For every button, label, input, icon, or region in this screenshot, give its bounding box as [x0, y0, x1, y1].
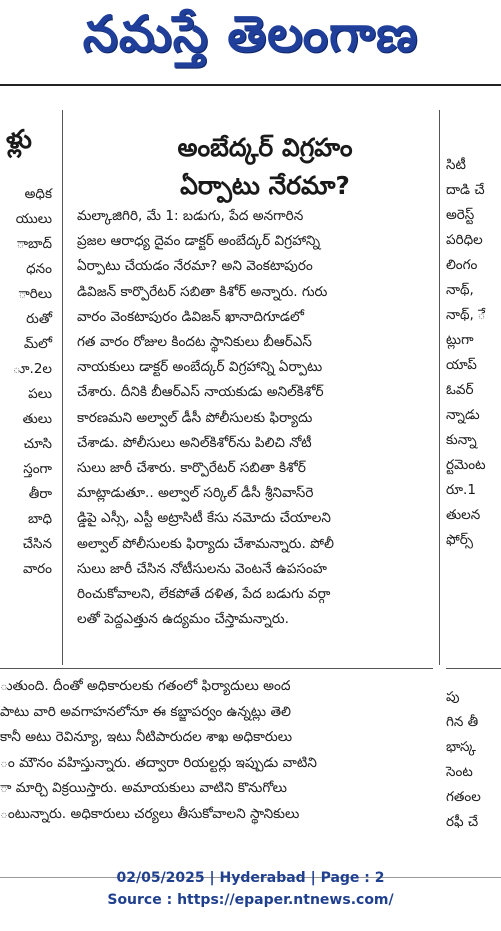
right-column-line: దాడి చే [446, 182, 485, 198]
article-line: చేశారు. దీనికి బీఆర్ఎస్ నాయకుడు అనిల్‌కిశోర్ [77, 384, 324, 401]
right-column-lower-text [446, 685, 501, 835]
right-column-line: లింగం [446, 257, 478, 273]
article-line: సులు జారీ చేసిన నోటీసులను వెంటనే ఉపసంహ [77, 560, 327, 577]
article-line: లతో పెద్దఎత్తున ఉద్యమం చేస్తామన్నారు. [77, 611, 289, 628]
right-column-line: రూ.1 [446, 482, 476, 498]
column-divider-left [62, 110, 63, 665]
left-column-line: చేసిన [22, 536, 52, 552]
left-column-line: రుతో [26, 311, 52, 327]
section-divider-right [446, 668, 501, 669]
left-column-line: యులు [15, 211, 52, 227]
article-line: అల్వాల్ పోలీసులకు ఫిర్యాదు చేశామన్నారు. పోలీ [77, 535, 334, 552]
masthead [0, 0, 501, 80]
right-column-lower-line: పు [446, 689, 460, 705]
left-column-text [0, 182, 52, 582]
section-divider [0, 668, 433, 669]
right-column-line: ర్టమెంట [446, 457, 486, 473]
left-column-line: ాబాద్ [16, 236, 52, 252]
article-line: మల్కాజిగిరి, మే 1: బడుగు, పేద అనగారిన [77, 208, 304, 224]
bottom-text-line: పాటు వారి అవగాహనలోనూ ఈ కబ్జాపర్వం ఉన్నట్లు తెలి [0, 703, 291, 720]
right-column-line: ట్లుగా [446, 332, 474, 348]
left-column-line: స్తంగా [23, 461, 52, 477]
right-column-line: అరెస్ట్ [446, 207, 475, 223]
right-column-lower-line: సెంట [446, 764, 473, 780]
article-line: డివిజన్ కార్పొరేటర్ సబితా కిశోర్ అన్నారు. గురు [77, 283, 328, 300]
right-column-lower-line: భాస్క [446, 739, 476, 755]
article-body [77, 204, 433, 632]
left-column-line: మ్‌లో [23, 336, 52, 352]
article-line: ఏర్పాటు చేయడం నేరమా? అని వెంకటాపురం [77, 258, 313, 275]
right-column-lower-line: గతంల [446, 789, 481, 805]
headline-line-1: అంబేద్కర్ విగ్రహం [177, 133, 353, 162]
bottom-text-line: ంటున్నారు. అధికారులు చర్యలు తీసుకోవాలని స్థానికులు [0, 805, 300, 822]
left-column [0, 120, 52, 680]
bottom-article-text [0, 674, 433, 874]
left-column-line: ధనం [26, 261, 52, 277]
bottom-text-line: ా మార్చి విక్రయిస్తారు. అమాయకులు వాటిని కొనుగోలు [0, 780, 288, 796]
bottom-text-line: కానీ అటు రెవిన్యూ, ఇటు నీటిపారుదల శాఖ అధికారులు [0, 729, 293, 745]
right-column-line: నాథ్, ే [446, 307, 486, 323]
article-line: డ్డిపై ఎస్సీ, ఎస్టీ అట్రాసిటీ కేసు నమోదు చేయాలని [77, 510, 331, 527]
bottom-text-line: ుతుంది. దీంతో అధికారులకు గతంలో ఫిర్యాదులు అంద [0, 678, 291, 694]
right-column-lower [446, 685, 501, 855]
bottom-text-line: ం మౌనం వహిస్తున్నారు. తద్వారా రియల్టర్లు ఇప్పుడు వాటిని [0, 754, 317, 771]
article-line: ప్రజల ఆరాధ్య దైవం డాక్టర్ అంబేద్కర్ విగ్రహాన్ని [77, 233, 321, 250]
column-divider-right [439, 110, 440, 665]
article-line: గత వారం రోజుల కిందట స్థానికులు బీఆర్ఎస్ [77, 334, 312, 351]
article-line: కారణమని అల్వాల్ డీసీ పోలీసులకు ఫిర్యాదు [77, 409, 313, 426]
right-column-line: కున్నా [446, 432, 477, 448]
right-column-line: తులన [446, 507, 481, 523]
right-column-line: పరిధిల [446, 232, 483, 248]
article-line: సులు జారీ చేశారు. కార్పొరేటర్ సబితా కిశోర్ [77, 460, 306, 477]
left-column-line: ారిలు [18, 286, 52, 302]
article-line: చేశాడు. పోలీసులు అనిల్‌కిశోర్‌ను పిలిచి నోటీ [77, 434, 312, 451]
right-column-line: ఫోర్స్ [446, 532, 473, 548]
right-column-line: నాథ్, [446, 282, 474, 298]
masthead-title: నమస్తే తెలంగాణ [82, 4, 419, 63]
left-column-line: తులు [22, 411, 52, 427]
footer-source-line: Source : https://epaper.ntnews.com/ [107, 892, 394, 908]
right-column-lower-line: గిన తీ [446, 714, 479, 730]
footer-date-line: 02/05/2025 | Hyderabad | Page : 2 [116, 870, 385, 886]
left-column-line: ూ.2ల [12, 361, 52, 377]
article-line: మాట్లాడుతూ.. అల్వాల్ సర్కిల్ డీసీ శ్రీనివాస్‌రె [77, 485, 314, 502]
masthead-rule [0, 84, 501, 86]
right-column-line: ఓవర్ [446, 382, 474, 398]
article-line: వారం వెంకటాపురం డివిజన్ ఖానాదిగూడలో [77, 308, 304, 325]
article-line: రించుకోవాలని, లేకపోతే దళిత, పేద బడుగు వర్గా [77, 586, 331, 603]
headline-line-2: ఏర్పాటు నేరమా? [180, 171, 350, 200]
left-column-line: పలు [28, 386, 52, 402]
right-column-line: యాప్ [446, 357, 477, 373]
right-column-text [446, 153, 501, 553]
right-column-line: సిటీ [446, 157, 466, 173]
left-column-line: వారం [23, 561, 52, 577]
left-column-heading: ళ్లు [6, 125, 32, 155]
right-column-line: న్నాడు [446, 407, 480, 423]
article-line: నాయకులు డాక్టర్ అంబేద్కర్ విగ్రహాన్ని ఏర్పాటు [77, 359, 323, 376]
right-column [446, 153, 501, 548]
left-column-line: బాధి [27, 511, 52, 527]
left-column-line: అధిక [24, 186, 52, 202]
left-column-line: చూసి [23, 436, 52, 452]
right-column-lower-line: రఫీ చే [446, 814, 479, 830]
left-column-line: తీరా [28, 486, 52, 502]
